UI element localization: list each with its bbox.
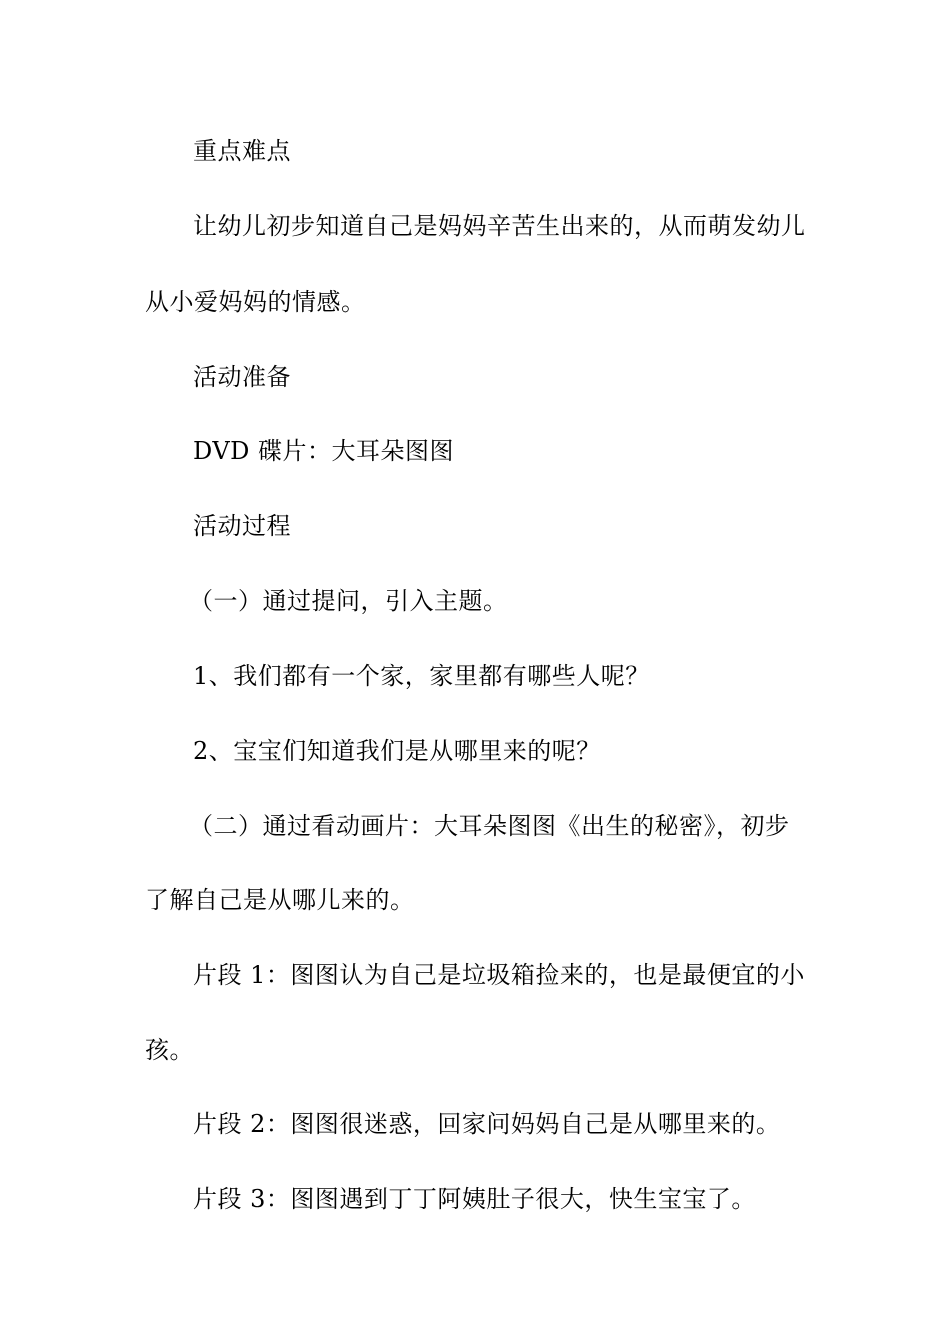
- heading-preparation: 活动准备: [193, 363, 291, 391]
- step-two-paragraph-line: （二）通过看动画片：大耳朵图图《出生的秘密》，初步: [189, 812, 790, 840]
- key-points-paragraph-line: 让幼儿初步知道自己是妈妈辛苦生出来的，从而萌发幼儿: [193, 212, 806, 240]
- clip-paragraph: 片段 2：图图很迷惑，回家问妈妈自己是从哪里来的。: [193, 1110, 781, 1138]
- step-one-text: （一）通过提问，引入主题。: [189, 587, 508, 615]
- preparation-text: DVD 碟片：大耳朵图图: [193, 437, 455, 465]
- step-two-paragraph-line: 了解自己是从哪儿来的。: [145, 886, 415, 914]
- heading-key-points: 重点难点: [193, 137, 291, 165]
- question-item: 1、我们都有一个家，家里都有哪些人呢？: [193, 662, 650, 690]
- key-points-paragraph-line: 从小爱妈妈的情感。: [145, 288, 366, 316]
- question-item: 2、宝宝们知道我们是从哪里来的呢？: [193, 737, 601, 765]
- heading-process: 活动过程: [193, 512, 291, 540]
- clip-paragraph-line: 片段 1：图图认为自己是垃圾箱捡来的，也是最便宜的小: [193, 961, 805, 989]
- clip-paragraph-line: 孩。: [145, 1036, 194, 1064]
- clip-paragraph: 片段 3：图图遇到丁丁阿姨肚子很大，快生宝宝了。: [193, 1185, 756, 1213]
